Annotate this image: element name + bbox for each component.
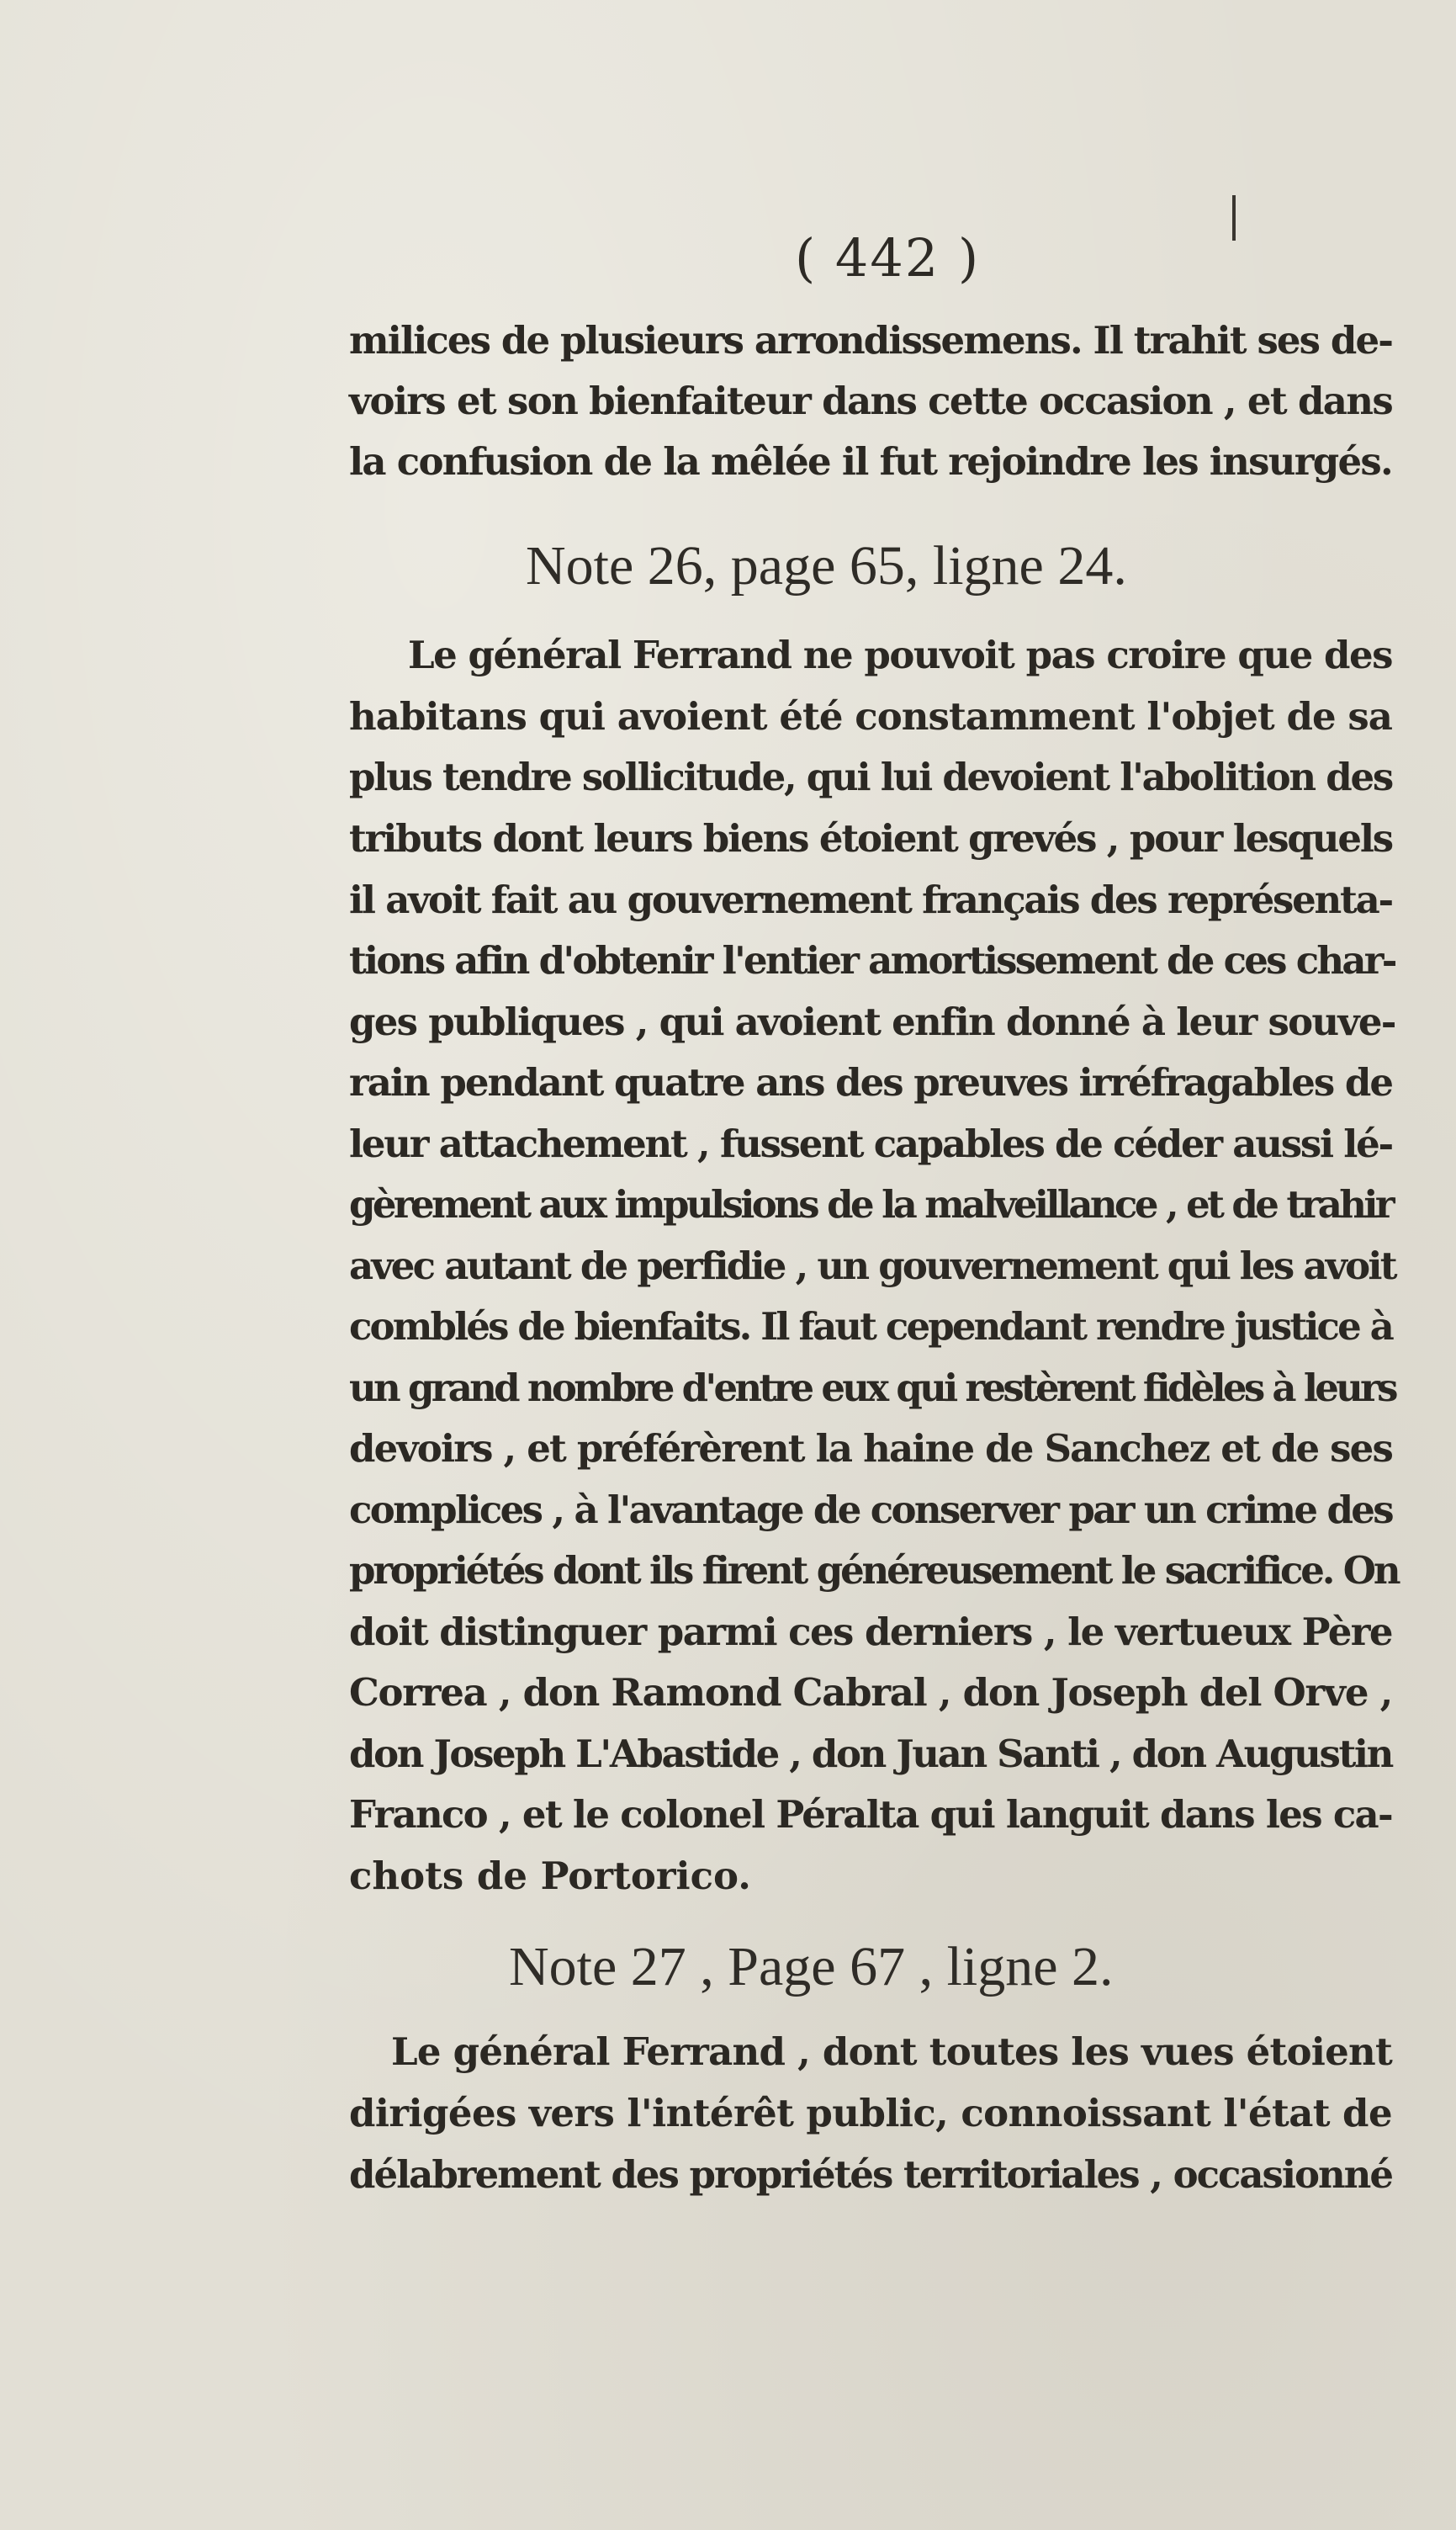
intro-line: milices de plusieurs arrondissemens. Il trahit ses de- [349, 318, 1392, 363]
note-heading: Note 27 , Page 67 , ligne 2. [509, 1936, 1114, 1997]
note-line: ges publiques , qui avoient enfin donné à leur souve- [349, 1000, 1395, 1044]
note-line: tions afin d'obtenir l'entier amortissement de ces char- [349, 938, 1395, 983]
intro-line: voirs et son bienfaiteur dans cette occasion , et dans [349, 379, 1392, 423]
note-line: devoirs , et préférèrent la haine de Sanchez et de ses [349, 1426, 1392, 1471]
note-line: gèrement aux impulsions de la malveillance , et de trahir [349, 1182, 1392, 1227]
note-line: Le général Ferrand ne pouvoit pas croire que des [408, 633, 1392, 677]
page-number: ( 442 ) [795, 227, 981, 289]
note-line: Franco , et le colonel Péralta qui languit dans les ca- [349, 1792, 1392, 1837]
note-line: délabrement des propriétés territoriales , occasionné [349, 2152, 1392, 2197]
intro-line: la confusion de la mêlée il fut rejoindre les insurgés. [349, 439, 1392, 484]
note-line: dirigées vers l'intérêt public, connoissant l'état de [349, 2091, 1392, 2135]
note-line: Correa , don Ramond Cabral , don Joseph del Orve , [349, 1670, 1392, 1715]
note-heading: Note 26, page 65, ligne 24. [526, 535, 1127, 597]
note-line: rain pendant quatre ans des preuves irréfragables de [349, 1060, 1392, 1105]
note-line: complices , à l'avantage de conserver par un crime des [349, 1488, 1392, 1532]
note-line: il avoit fait au gouvernement français des représenta- [349, 878, 1392, 922]
note-line: tributs dont leurs biens étoient grevés , pour lesquels [349, 816, 1392, 861]
note-line: habitans qui avoient été constamment l'objet de sa [349, 694, 1392, 739]
margin-mark [1232, 195, 1236, 241]
note-line: doit distinguer parmi ces derniers , le vertueux Père [349, 1610, 1392, 1654]
note-line: leur attachement , fussent capables de céder aussi lé- [349, 1122, 1392, 1166]
note-line: chots de Portorico. [349, 1854, 751, 1898]
note-line: plus tendre sollicitude, qui lui devoient l'abolition des [349, 755, 1392, 799]
note-line: un grand nombre d'entre eux qui restèrent fidèles à leurs [349, 1366, 1395, 1410]
note-line: avec autant de perfidie , un gouvernement qui les avoit [349, 1244, 1395, 1288]
note-line: don Joseph L'Abastide , don Juan Santi , don Augustin [349, 1732, 1392, 1776]
note-line: propriétés dont ils firent généreusement le sacrifice. On [349, 1548, 1399, 1593]
note-line: Le général Ferrand , dont toutes les vues étoient [391, 2029, 1392, 2074]
note-line: comblés de bienfaits. Il faut cependant rendre justice à [349, 1304, 1392, 1349]
